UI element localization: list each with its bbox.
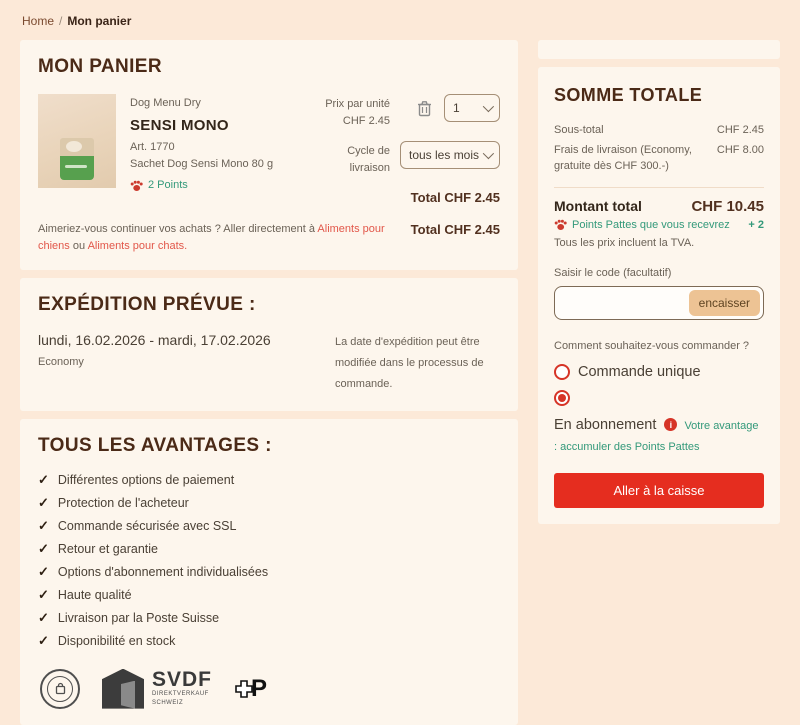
dog-food-link[interactable]: Aliments pour chiens bbox=[38, 223, 385, 252]
post-logo-text: P bbox=[251, 674, 268, 702]
advantage-label: Haute qualité bbox=[57, 588, 132, 603]
delivery-cycle-select[interactable] bbox=[400, 141, 500, 169]
shipping-cost-value: CHF 8.00 bbox=[716, 143, 764, 156]
check-icon: ✓ bbox=[38, 472, 49, 488]
subtotal-label: Sous-total bbox=[554, 124, 604, 136]
list-item bbox=[38, 492, 500, 515]
advantage-label: Commande sécurisée avec SSL bbox=[57, 519, 237, 534]
continue-text-prefix: Aimeriez-vous continuer vos achats ? Aller directement à bbox=[38, 223, 315, 235]
cart-section bbox=[20, 40, 518, 270]
subscription-label: En abonnement bbox=[554, 416, 657, 433]
breadcrumb-home-link[interactable]: Home bbox=[22, 14, 55, 28]
item-total: Total CHF 2.45 bbox=[410, 190, 500, 205]
advantage-label: Disponibilité en stock bbox=[57, 634, 176, 649]
radio-unchecked-icon[interactable] bbox=[554, 364, 570, 380]
swiss-guarantee-badge-icon bbox=[40, 669, 80, 709]
cart-item-row bbox=[38, 94, 500, 205]
list-item bbox=[38, 469, 500, 492]
cat-food-link[interactable]: Aliments pour chats. bbox=[87, 239, 188, 252]
breadcrumb bbox=[22, 14, 780, 28]
shipping-method: Economy bbox=[38, 356, 84, 368]
swiss-post-logo bbox=[234, 675, 267, 703]
cart-grand-total: Total CHF 2.45 bbox=[410, 222, 500, 237]
continue-text-or: ou bbox=[72, 239, 86, 252]
advantage-label: Retour et garantie bbox=[57, 542, 158, 557]
promo-code-field bbox=[554, 286, 764, 320]
advantage-label: Options d'abonnement individualisées bbox=[57, 565, 269, 580]
bag-icon bbox=[54, 682, 67, 695]
check-icon: ✓ bbox=[38, 610, 49, 626]
chevron-down-icon bbox=[483, 101, 494, 112]
order-summary-section bbox=[538, 67, 780, 524]
shipping-cost-label: Frais de livraison (Economy, gratuite dès CHF 300.-) bbox=[554, 143, 692, 172]
remove-item-button[interactable] bbox=[417, 100, 432, 117]
subscription-text bbox=[554, 412, 764, 458]
total-label: Montant total bbox=[554, 197, 642, 214]
list-item bbox=[38, 607, 500, 630]
order-mode-question: Comment souhaitez-vous commander ? bbox=[554, 339, 750, 352]
cart-footer bbox=[38, 221, 500, 254]
product-controls bbox=[314, 94, 500, 205]
subtotal-row bbox=[554, 122, 764, 139]
product-category: Dog Menu Dry bbox=[130, 97, 201, 109]
chevron-down-icon bbox=[483, 148, 494, 159]
points-row bbox=[554, 219, 764, 231]
check-icon: ✓ bbox=[38, 541, 49, 557]
info-icon[interactable]: i bbox=[664, 418, 677, 431]
shipping-note: La date d'expédition peut être modifiée dans le processus de commande. bbox=[335, 336, 484, 390]
shipping-cost-row bbox=[554, 142, 764, 175]
product-article-number: Art. 1770 bbox=[130, 141, 175, 154]
check-icon: ✓ bbox=[38, 518, 49, 534]
paw-icon bbox=[554, 219, 567, 231]
advantage-label: Livraison par la Poste Suisse bbox=[57, 611, 220, 626]
quantity-select[interactable] bbox=[444, 94, 500, 122]
svdf-logo-subtext2: SCHWEIZ bbox=[152, 700, 184, 707]
svdf-logo-text: SVDF bbox=[152, 668, 213, 692]
advantages-section bbox=[20, 419, 518, 725]
advantage-label: Protection de l'acheteur bbox=[57, 496, 189, 511]
product-points-label: 2 Points bbox=[148, 179, 188, 192]
points-label: Points Pattes que vous recevrez bbox=[572, 218, 730, 231]
check-icon: ✓ bbox=[38, 633, 49, 649]
shipping-info bbox=[38, 332, 271, 368]
radio-checked-icon[interactable] bbox=[554, 390, 570, 406]
promo-code-label: Saisir le code (facultatif) bbox=[554, 266, 672, 279]
breadcrumb-separator: / bbox=[59, 14, 63, 28]
list-item bbox=[38, 561, 500, 584]
trust-logos bbox=[38, 669, 500, 709]
cart-title: MON PANIER bbox=[38, 56, 162, 77]
subscription-option[interactable] bbox=[554, 390, 764, 458]
breadcrumb-current: Mon panier bbox=[67, 14, 132, 28]
cycle-label: Cycle de livraison bbox=[347, 145, 390, 174]
advantages-list bbox=[38, 469, 500, 653]
continue-shopping-text bbox=[38, 221, 397, 254]
subscription-benefit: Votre avantage : accumuler des Points Pattes bbox=[554, 419, 759, 453]
single-order-label: Commande unique bbox=[578, 363, 701, 380]
trash-icon bbox=[417, 100, 432, 117]
check-icon: ✓ bbox=[38, 564, 49, 580]
product-sachet-illustration bbox=[60, 138, 94, 180]
price-per-unit bbox=[314, 94, 390, 129]
shipping-title: EXPÉDITION PRÉVUE : bbox=[38, 294, 256, 315]
delivery-cycle-value: tous les mois bbox=[409, 148, 480, 162]
single-order-option[interactable] bbox=[554, 364, 764, 380]
list-item bbox=[38, 630, 500, 653]
product-image[interactable] bbox=[38, 94, 116, 188]
svdf-logo bbox=[102, 669, 212, 709]
price-per-unit-label: Prix par unité bbox=[325, 98, 390, 110]
shipping-dates: lundi, 16.02.2026 - mardi, 17.02.2026 bbox=[38, 332, 271, 348]
redeem-code-button[interactable]: encaisser bbox=[689, 290, 760, 316]
subtotal-value: CHF 2.45 bbox=[716, 124, 764, 136]
advantages-title: TOUS LES AVANTAGES : bbox=[38, 434, 272, 456]
points-value: + 2 bbox=[748, 218, 764, 231]
total-block bbox=[554, 187, 764, 249]
promo-code-input[interactable] bbox=[558, 290, 689, 316]
price-per-unit-value: CHF 2.45 bbox=[342, 114, 390, 127]
paw-icon bbox=[130, 180, 143, 192]
list-item bbox=[38, 584, 500, 607]
svdf-house-icon bbox=[102, 669, 144, 709]
advantage-label: Différentes options de paiement bbox=[57, 473, 235, 488]
svdf-logo-subtext1: DIREKTVERKAUF bbox=[152, 691, 209, 698]
checkout-button[interactable]: Aller à la caisse bbox=[554, 473, 764, 508]
shipping-section bbox=[20, 278, 518, 411]
product-description: Sachet Dog Sensi Mono 80 g bbox=[130, 158, 274, 171]
vat-note: Tous les prix incluent la TVA. bbox=[554, 236, 695, 249]
check-icon: ✓ bbox=[38, 495, 49, 511]
empty-panel bbox=[538, 40, 780, 59]
check-icon: ✓ bbox=[38, 587, 49, 603]
product-info bbox=[130, 94, 300, 205]
list-item bbox=[38, 515, 500, 538]
quantity-value: 1 bbox=[453, 101, 460, 115]
total-value: CHF 10.45 bbox=[691, 197, 764, 215]
product-name[interactable]: SENSI MONO bbox=[130, 117, 229, 135]
product-points bbox=[130, 177, 300, 194]
summary-title: SOMME TOTALE bbox=[554, 85, 703, 105]
list-item bbox=[38, 538, 500, 561]
